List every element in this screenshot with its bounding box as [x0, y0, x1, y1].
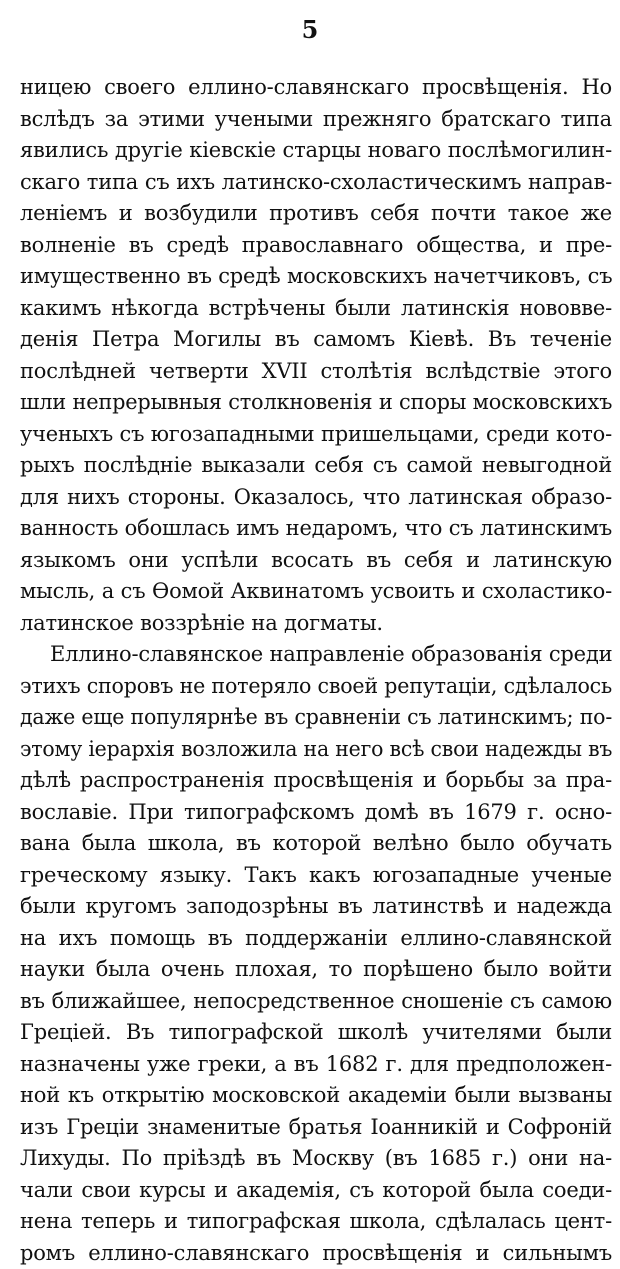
text-line: въ ближайшее, непосредственное сношеніе съ самою — [20, 986, 612, 1018]
text-line: имущественно въ средѣ московскихъ начетчиковъ, съ — [20, 261, 612, 293]
text-line: изъ Греціи знаменитые братья Іоанникій и Софроній — [20, 1112, 612, 1144]
text-line: ученыхъ съ югозападными пришельцами, среди кото- — [20, 419, 612, 451]
text-line: греческому языку. Такъ какъ югозападные ученые — [20, 860, 612, 892]
paragraph — [20, 639, 612, 1269]
text-line: языкомъ они успѣли всосать въ себя и латинскую — [20, 545, 612, 577]
text-line: нена теперь и типографская школа, сдѣлалась цент- — [20, 1206, 612, 1238]
text-line: мысль, а съ Ѳомой Аквинатомъ усвоить и схоластико- — [20, 576, 612, 608]
text-line: ницею своего еллино-славянскаго просвѣщенія. Но — [20, 72, 612, 104]
text-line: вославіе. При типографскомъ домѣ въ 1679 г. осно- — [20, 797, 612, 829]
text-line: этому іерархія возложила на него всѣ свои надежды въ — [20, 734, 612, 766]
text-line: волненіе въ средѣ православнаго общества, и пре- — [20, 230, 612, 262]
text-line: назначены уже греки, а въ 1682 г. для предположен- — [20, 1049, 612, 1081]
page-number: 5 — [0, 16, 620, 44]
text-line: даже еще популярнѣе въ сравненіи съ латинскимъ; по- — [20, 702, 612, 734]
text-line: науки была очень плохая, то порѣшено было войти — [20, 954, 612, 986]
text-line: леніемъ и возбудили противъ себя почти такое же — [20, 198, 612, 230]
text-line: явились другіе кіевскіе старцы новаго послѣмогилин- — [20, 135, 612, 167]
text-line: Лихуды. По пріѣздѣ въ Москву (въ 1685 г.) они на- — [20, 1143, 612, 1175]
text-line: послѣдней четверти XVII столѣтія вслѣдствіе этого — [20, 356, 612, 388]
text-line: этихъ споровъ не потеряло своей репутаціи, сдѣлалось — [20, 671, 612, 703]
text-line: дѣлѣ распространенія просвѣщенія и борьбы за пра- — [20, 765, 612, 797]
body-text — [20, 72, 612, 1269]
text-line: рыхъ послѣдніе выказали себя съ самой невыгодной — [20, 450, 612, 482]
text-line: вслѣдъ за этими учеными прежняго братскаго типа — [20, 104, 612, 136]
text-line: ромъ еллино-славянскаго просвѣщенія и сильнымъ — [20, 1238, 612, 1269]
paragraph — [20, 72, 612, 639]
text-line: были кругомъ заподозрѣны въ латинствѣ и надежда — [20, 891, 612, 923]
text-line: денія Петра Могилы въ самомъ Кіевѣ. Въ теченіе — [20, 324, 612, 356]
text-line: вана была школа, въ которой велѣно было обучать — [20, 828, 612, 860]
text-line: скаго типа съ ихъ латинско-схоластическимъ направ- — [20, 167, 612, 199]
text-line: ванность обошлась имъ недаромъ, что съ латинскимъ — [20, 513, 612, 545]
text-line: латинское воззрѣніе на догматы. — [20, 608, 612, 640]
text-line: на ихъ помощь въ поддержаніи еллино-славянской — [20, 923, 612, 955]
text-line: Еллино-славянское направленіе образованія среди — [20, 639, 612, 671]
text-line: ной къ открытію московской академіи были вызваны — [20, 1080, 612, 1112]
text-line: чали свои курсы и академія, съ которой была соеди- — [20, 1175, 612, 1207]
text-line: какимъ нѣкогда встрѣчены были латинскія нововве- — [20, 293, 612, 325]
text-line: Греціей. Въ типографской школѣ учителями были — [20, 1017, 612, 1049]
text-line: шли непрерывныя столкновенія и споры московскихъ — [20, 387, 612, 419]
text-line: для нихъ стороны. Оказалось, что латинская образо- — [20, 482, 612, 514]
